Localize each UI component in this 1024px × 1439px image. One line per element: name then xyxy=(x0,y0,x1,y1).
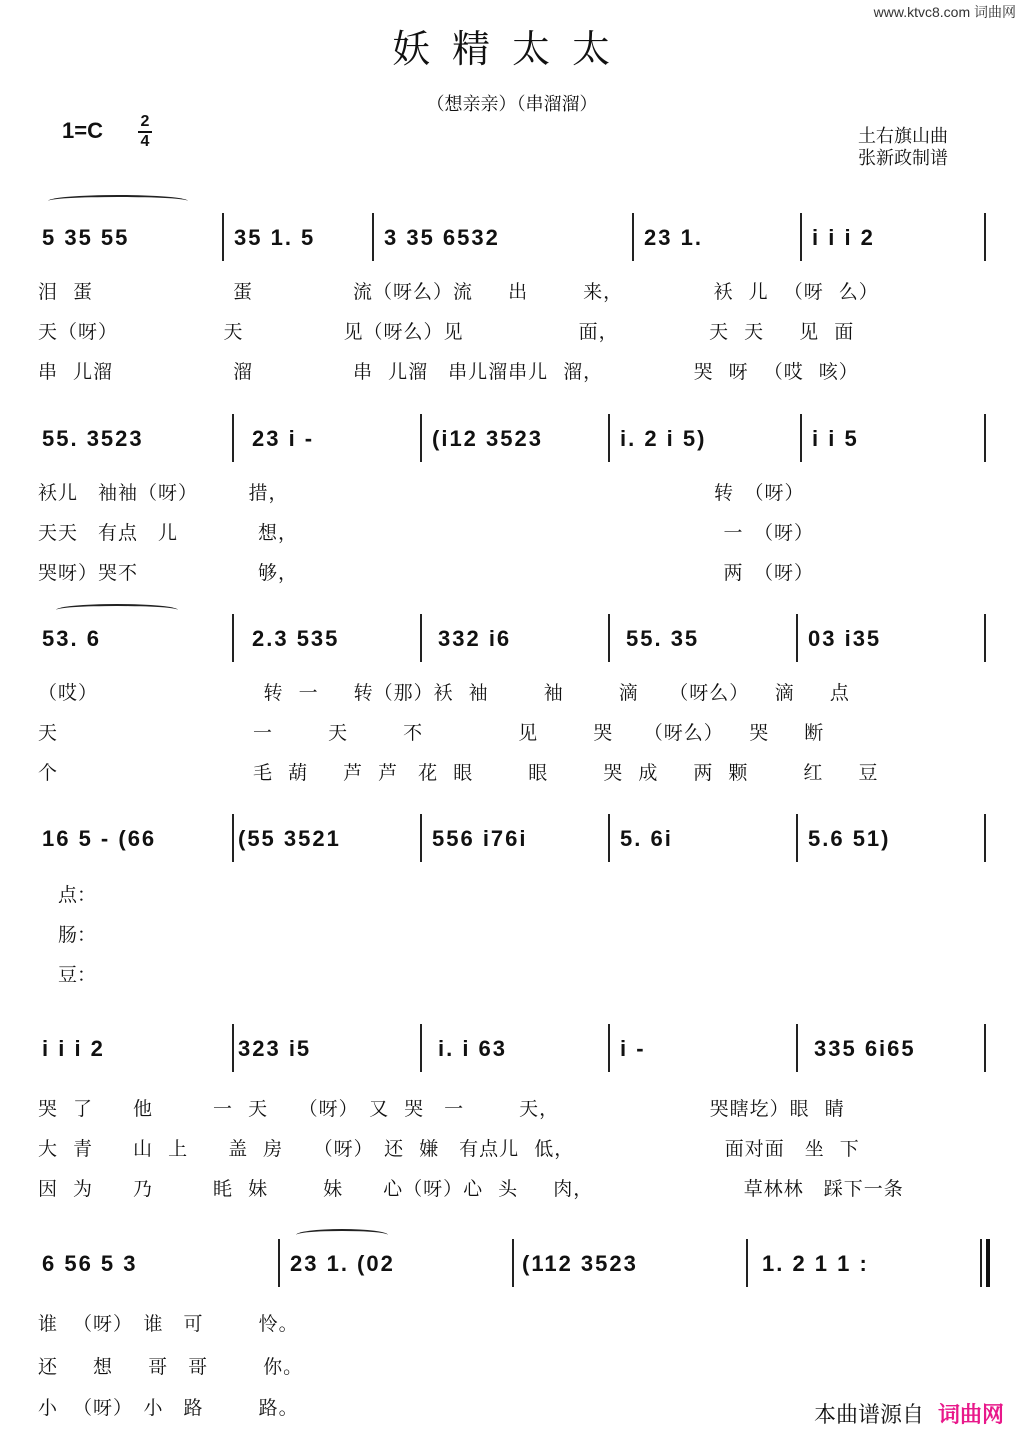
measure: 335 6i65 xyxy=(814,1036,916,1061)
song-subtitle: （想亲亲）（串溜溜） xyxy=(426,94,598,115)
lyric-line-3: 个 毛 葫 芦 芦 花 眼 眼 哭 成 两 颗 红 豆 xyxy=(38,762,879,784)
barline xyxy=(420,414,422,462)
measure: 3 35 6532 xyxy=(384,225,500,250)
lyric-line-1: 谁 （呀） 谁 可 怜。 xyxy=(38,1313,299,1335)
notes-row xyxy=(0,814,1024,864)
measure: i i 5 xyxy=(812,426,859,451)
measure: 55. 35 xyxy=(626,626,700,651)
verse-label: 肠： xyxy=(58,924,97,946)
lyric-line-1: （哎） 转 一 转（那）袄 袖 袖 滴 （呀么） 滴 点 xyxy=(38,682,850,704)
barline xyxy=(796,614,798,662)
measure: 323 i5 xyxy=(238,1036,312,1061)
barline xyxy=(372,213,374,261)
key-signature: 1=C xyxy=(62,118,103,143)
measure: (i12 3523 xyxy=(432,426,543,451)
time-bottom: 4 xyxy=(140,133,150,150)
composer-credit: 土右旗山曲 xyxy=(858,126,948,147)
barline xyxy=(420,814,422,862)
measure: 23 1. xyxy=(644,225,703,250)
measure: 5.6 51) xyxy=(808,826,891,851)
slur xyxy=(48,195,188,207)
measure: 556 i76i xyxy=(432,826,528,851)
barline xyxy=(796,814,798,862)
measure: i. i 63 xyxy=(438,1036,508,1061)
measure: 5. 6i xyxy=(620,826,673,851)
barline xyxy=(984,614,986,662)
barline xyxy=(420,614,422,662)
barline xyxy=(980,1239,982,1287)
lyric-line-2: 天（呀） 天 见（呀么）见 面， 天 天 见 面 xyxy=(38,321,855,343)
measure: (55 3521 xyxy=(238,826,341,851)
lyric-line-3: 哭呀）哭不 够， 两 （呀） xyxy=(38,562,815,584)
measure: 2.3 535 xyxy=(252,626,340,651)
notes-row xyxy=(0,1024,1024,1074)
measure: 23 i - xyxy=(252,426,315,451)
measure: 332 i6 xyxy=(438,626,512,651)
barline xyxy=(608,814,610,862)
lyric-line-3: 小 （呀） 小 路 路。 xyxy=(38,1397,299,1419)
barline xyxy=(984,414,986,462)
measure: 35 1. 5 xyxy=(234,225,316,250)
measure: 1. 2 1 1 : xyxy=(762,1251,869,1276)
barline xyxy=(232,614,234,662)
lyric-line-3: 因 为 乃 眊 妹 妹 心（呀）心 头 肉， 草林林 踩下一条 xyxy=(38,1178,904,1200)
measure: 16 5 - (66 xyxy=(42,826,157,851)
barline xyxy=(632,213,634,261)
lyric-line-1: 袄儿 袖袖（呀） 措， 转 （呀） xyxy=(38,482,805,504)
measure: 6 56 5 3 xyxy=(42,1251,138,1276)
lyric-line-2: 还 想 哥 哥 你。 xyxy=(38,1356,304,1378)
lyric-line-3: 串 儿溜 溜 串 儿溜 串儿溜串儿 溜， 哭 呀 （哎 咳） xyxy=(38,361,859,383)
barline xyxy=(984,213,986,261)
barline xyxy=(608,414,610,462)
lyric-line-1: 哭 了 他 一 天 （呀） 又 哭 一 天， 哭瞎圪）眼 睛 xyxy=(38,1098,845,1120)
barline xyxy=(608,1024,610,1072)
lyric-line-2: 天天 有点 儿 想， 一 （呀） xyxy=(38,522,815,544)
lyric-line-1: 泪 蛋 蛋 流（呀么）流 出 来， 袄 儿 （呀 么） xyxy=(38,281,879,303)
notes-row xyxy=(0,1239,1024,1289)
arranger-credit: 张新政制谱 xyxy=(858,148,948,169)
measure: (112 3523 xyxy=(522,1251,638,1276)
source-brand-link[interactable]: 词曲网 xyxy=(937,1403,1004,1428)
credits xyxy=(858,126,948,170)
source-prefix: 本曲谱源自 xyxy=(813,1403,924,1428)
repeat-end-barline xyxy=(986,1239,990,1287)
barline xyxy=(232,414,234,462)
time-signature xyxy=(138,114,152,150)
measure: 5 35 55 xyxy=(42,225,130,250)
barline xyxy=(800,213,802,261)
time-top: 2 xyxy=(140,113,150,130)
measure: 03 i35 xyxy=(808,626,882,651)
song-title: 妖精太太 xyxy=(391,27,632,71)
measure: i. 2 i 5) xyxy=(620,426,707,451)
barline xyxy=(984,814,986,862)
source-credit xyxy=(814,1398,1004,1429)
measure: 23 1. (02 xyxy=(290,1251,395,1276)
measure: 55. 3523 xyxy=(42,426,144,451)
measure: i i i 2 xyxy=(42,1036,105,1061)
measure: i i i 2 xyxy=(812,225,875,250)
measure: i - xyxy=(620,1036,646,1061)
lyric-line-2: 天 一 天 不 见 哭 （呀么） 哭 断 xyxy=(38,722,825,744)
measure: 53. 6 xyxy=(42,626,101,651)
site-watermark: www.ktvc8.com 词曲网 xyxy=(873,4,1016,20)
notes-row xyxy=(0,414,1024,464)
verse-label: 点： xyxy=(58,884,97,906)
barline xyxy=(796,1024,798,1072)
notes-row xyxy=(0,213,1024,263)
barline xyxy=(608,614,610,662)
barline xyxy=(512,1239,514,1287)
barline xyxy=(984,1024,986,1072)
barline xyxy=(232,1024,234,1072)
barline xyxy=(746,1239,748,1287)
barline xyxy=(232,814,234,862)
barline xyxy=(420,1024,422,1072)
barline xyxy=(800,414,802,462)
notes-row xyxy=(0,614,1024,664)
lyric-line-2: 大 青 山 上 盖 房 （呀） 还 嫌 有点儿 低， 面对面 坐 下 xyxy=(38,1138,860,1160)
verse-label: 豆： xyxy=(58,964,97,986)
barline xyxy=(222,213,224,261)
barline xyxy=(278,1239,280,1287)
